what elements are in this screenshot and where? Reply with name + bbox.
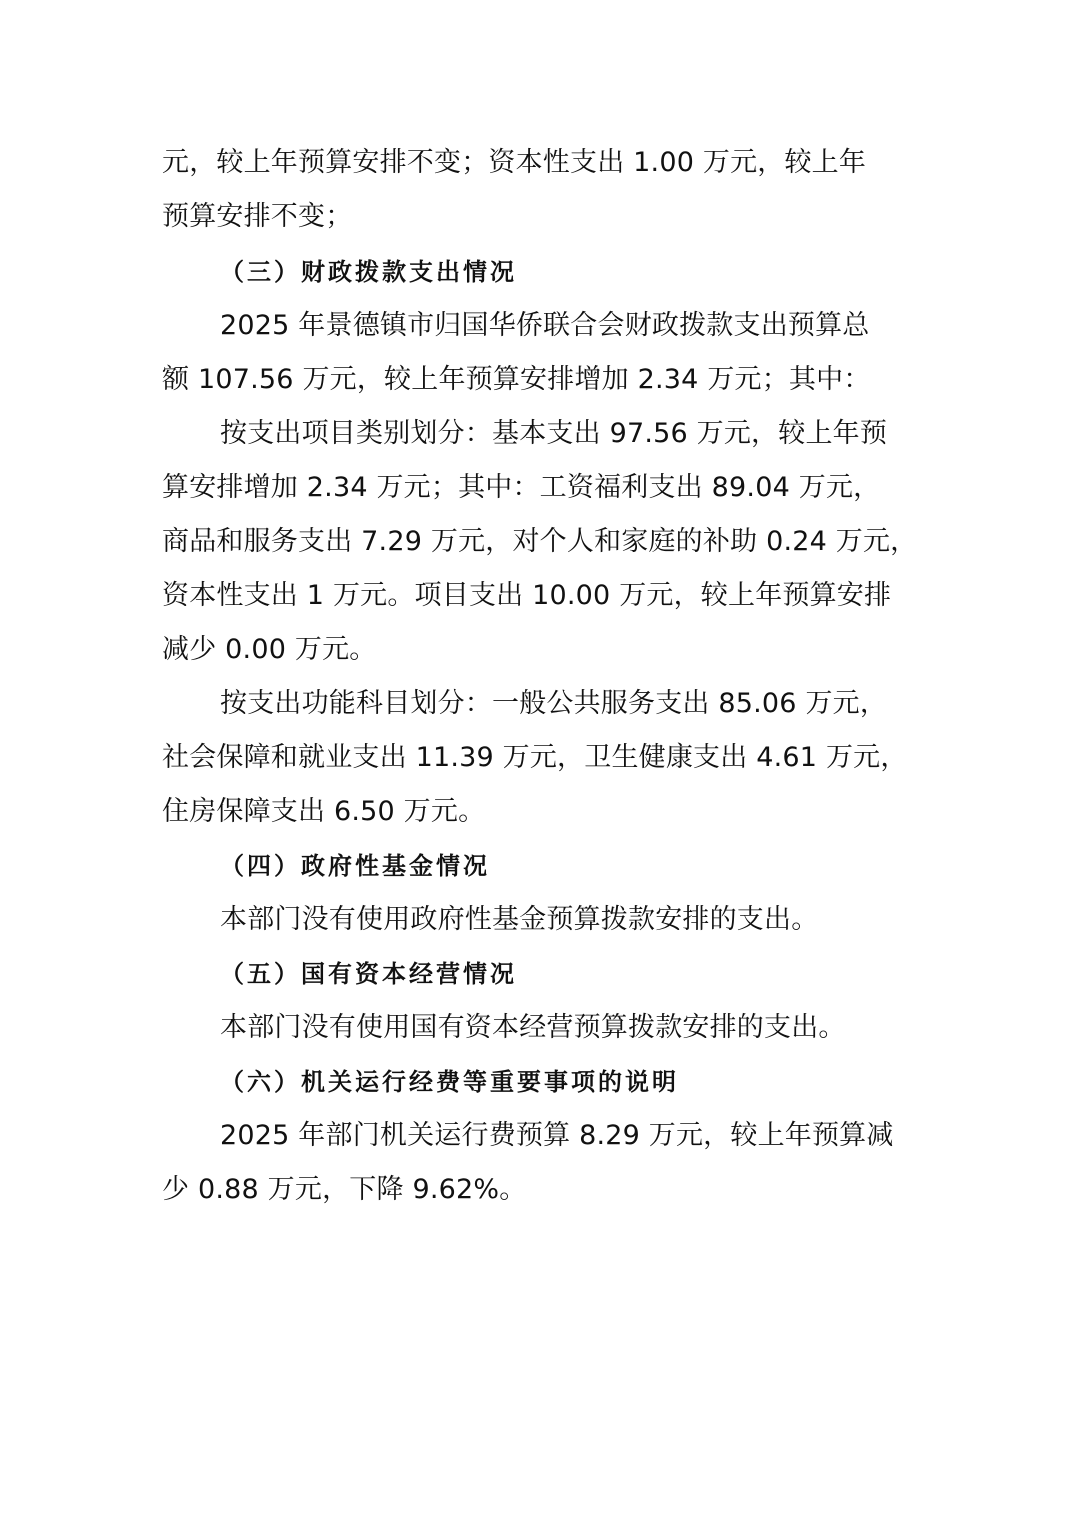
text-line-10: 减少 0.00 万元。 bbox=[162, 634, 377, 665]
text-line-4: 2025 年景德镇市归国华侨联合会财政拨款支出预算总 bbox=[220, 310, 870, 341]
text-line-2: 预算安排不变； bbox=[162, 201, 353, 232]
text-line-9: 资本性支出 1 万元。项目支出 10.00 万元，较上年预算安排 bbox=[162, 580, 892, 611]
text-line-1: 元，较上年预算安排不变；资本性支出 1.00 万元，较上年 bbox=[162, 147, 867, 178]
text-line-13: 住房保障支出 6.50 万元。 bbox=[162, 796, 486, 827]
section-heading-6: （六）机关运行经费等重要事项的说明 bbox=[220, 1067, 679, 1096]
text-line-20: 少 0.88 万元，下降 9.62%。 bbox=[162, 1174, 527, 1205]
text-line-17: 本部门没有使用国有资本经营预算拨款安排的支出。 bbox=[220, 1012, 846, 1043]
text-line-11: 按支出功能科目划分：一般公共服务支出 85.06 万元， bbox=[220, 688, 888, 719]
text-line-6: 按支出项目类别划分：基本支出 97.56 万元，较上年预 bbox=[220, 418, 888, 449]
text-line-5: 额 107.56 万元，较上年预算安排增加 2.34 万元；其中： bbox=[162, 364, 871, 395]
text-line-8: 商品和服务支出 7.29 万元，对个人和家庭的补助 0.24 万元， bbox=[162, 526, 918, 557]
section-heading-4: （四）政府性基金情况 bbox=[220, 851, 490, 880]
text-line-12: 社会保障和就业支出 11.39 万元，卫生健康支出 4.61 万元， bbox=[162, 742, 908, 773]
text-line-7: 算安排增加 2.34 万元；其中：工资福利支出 89.04 万元， bbox=[162, 472, 881, 503]
text-line-19: 2025 年部门机关运行费预算 8.29 万元，较上年预算减 bbox=[220, 1120, 894, 1151]
section-heading-3: （三）财政拨款支出情况 bbox=[220, 257, 517, 286]
text-line-15: 本部门没有使用政府性基金预算拨款安排的支出。 bbox=[220, 904, 819, 935]
section-heading-5: （五）国有资本经营情况 bbox=[220, 959, 517, 988]
